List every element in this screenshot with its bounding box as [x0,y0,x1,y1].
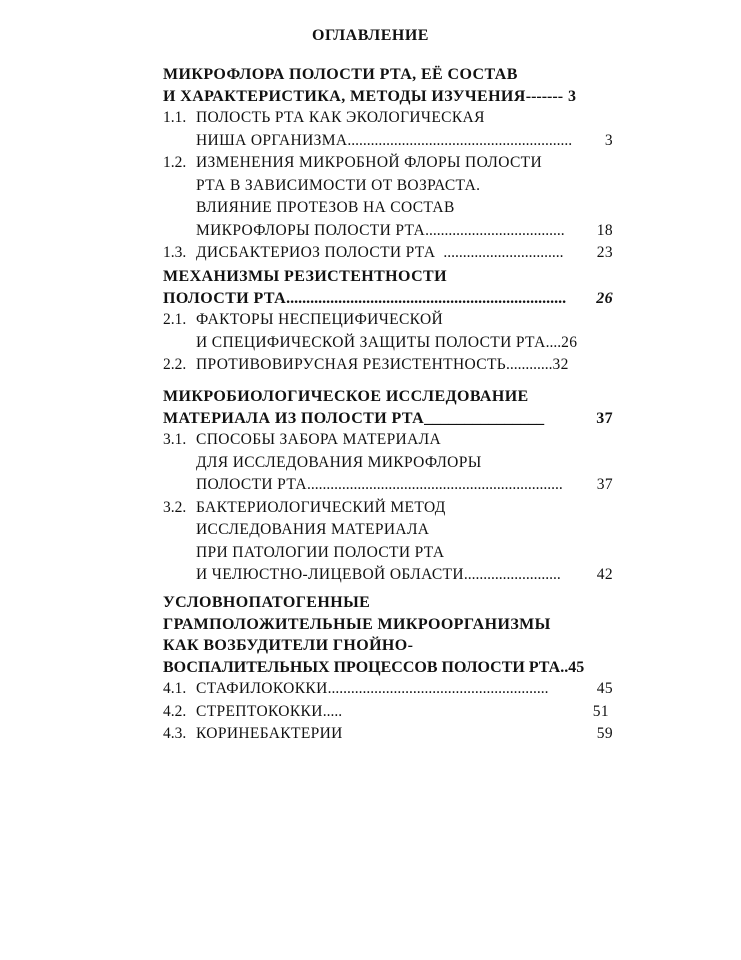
entry-page-number: 45 [596,680,613,698]
entry-number: 1.2. [163,154,187,172]
entry-page-number: 42 [596,566,613,584]
entry-title-line: ДИСБАКТЕРИОЗ ПОЛОСТИ РТА [196,244,436,262]
entry-2-2 [163,354,613,377]
chapter-title-row [163,408,613,430]
chapter-title-line: МАТЕРИАЛА ИЗ ПОЛОСТИ РТА [163,409,425,427]
entry-page-number: 18 [596,221,613,239]
entry-title-line: ИССЛЕДОВАНИЯ МАТЕРИАЛА [196,521,430,539]
chapter-title-line: КАК ВОЗБУДИТЕЛИ ГНОЙНО- [163,637,414,655]
entry-number: 1.3. [163,244,187,262]
leader: .................................... [425,221,565,239]
entry-1-2 [163,152,613,242]
entry-number: 1.1. [163,109,187,127]
entry-page-number: 32 [552,356,569,374]
entry-title-line: ПРОТИВОВИРУСНАЯ РЕЗИСТЕНТНОСТЬ [196,356,507,374]
entry-4-1 [163,678,613,701]
entry-title-line: ДЛЯ ИССЛЕДОВАНИЯ МИКРОФЛОРЫ [196,453,482,471]
chapter-3 [163,386,613,587]
entry-3-2 [163,497,613,587]
leader: _______________ [424,409,545,427]
entry-title-line: ПОЛОСТЬ РТА КАК ЭКОЛОГИЧЕСКАЯ [196,109,485,127]
leader: ...................................................................... [286,289,567,307]
entry-1-1 [163,107,613,152]
entry-3-1 [163,429,613,497]
chapter-title-line: ВОСПАЛИТЕЛЬНЫХ ПРОЦЕССОВ ПОЛОСТИ РТА [163,658,561,676]
entry-number: 2.1. [163,311,187,329]
chapter-title-line: УСЛОВНОПАТОГЕННЫЕ [163,594,371,611]
entry-title-line: ВЛИЯНИЕ ПРОТЕЗОВ НА СОСТАВ [196,199,455,217]
entry-number: 4.3. [163,725,187,743]
chapter-title-line: МИКРОФЛОРА ПОЛОСТИ РТА, ЕЁ СОСТАВ [163,66,518,83]
entry-title-line: ФАКТОРЫ НЕСПЕЦИФИЧЕСКОЙ [196,311,444,329]
entry-number: 2.2. [163,356,187,374]
entry-number: 4.1. [163,680,187,698]
entry-4-2 [163,701,613,724]
chapter-title-line: МЕХАНИЗМЫ РЕЗИСТЕНТНОСТИ [163,268,447,285]
leader: .......................................................... [347,131,573,149]
chapter-title-row [163,288,613,310]
chapter-title-line: ГРАМПОЛОЖИТЕЛЬНЫЕ МИКРООРГАНИЗМЫ [163,615,551,633]
chapter-title-row [163,86,613,108]
leader: ............ [506,356,553,374]
chapter-page-number: 26 [596,289,613,307]
entry-title-line: ПОЛОСТИ РТА [196,476,307,494]
leader: ............................... [443,244,564,262]
entry-page-number: 51 [592,702,609,720]
entry-1-3 [163,242,613,265]
entry-title-line: СТРЕПТОКОККИ [196,702,323,720]
entry-page-number: 3 [604,131,613,149]
entry-title-line: И ЧЕЛЮСТНО-ЛИЦЕВОЙ ОБЛАСТИ [196,566,464,584]
entry-2-1 [163,309,613,354]
leader: ------- [525,87,564,105]
entry-number: 3.1. [163,431,187,449]
leader: .. [560,658,569,676]
entry-title-line: МИКРОФЛОРЫ ПОЛОСТИ РТА [196,221,426,239]
chapter-page-number: 3 [568,87,577,105]
entry-page-number: 23 [596,244,613,262]
entry-title-line: БАКТЕРИОЛОГИЧЕСКИЙ МЕТОД [196,498,446,516]
chapter-4 [163,592,613,746]
chapter-page-number: 45 [568,658,585,676]
chapter-2 [163,266,613,377]
entry-4-3 [163,723,613,746]
entry-title-line: И СПЕЦИФИЧЕСКОЙ ЗАЩИТЫ ПОЛОСТИ РТА [196,333,546,351]
leader: ......................................................... [327,680,549,698]
entry-number: 4.2. [163,702,187,720]
chapter-title-row [163,657,613,679]
entry-title-line: КОРИНЕБАКТЕРИИ [196,725,343,743]
entry-title-line: СПОСОБЫ ЗАБОРА МАТЕРИАЛА [196,431,442,449]
chapter-title-line: ПОЛОСТИ РТА [163,289,287,307]
entry-title-line: НИША ОРГАНИЗМА [196,131,348,149]
chapter-page-number: 37 [596,409,613,427]
leader: ......................... [463,566,561,584]
entry-page-number: 59 [596,725,613,743]
leader: .................................................................. [306,476,563,494]
chapter-1 [163,64,613,265]
entry-title-line: СТАФИЛОКОККИ [196,680,328,698]
chapter-title-line: МИКРОБИОЛОГИЧЕСКОЕ ИССЛЕДОВАНИЕ [163,388,529,405]
entry-page-number: 37 [596,476,613,494]
entry-title-line: ИЗМЕНЕНИЯ МИКРОБНОЙ ФЛОРЫ ПОЛОСТИ [196,154,543,172]
leader: .... [545,333,562,351]
entry-title-line: ПРИ ПАТОЛОГИИ ПОЛОСТИ РТА [196,543,445,561]
entry-title-line: РТА В ЗАВИСИМОСТИ ОТ ВОЗРАСТА. [196,176,481,194]
chapter-title-line: И ХАРАКТЕРИСТИКА, МЕТОДЫ ИЗУЧЕНИЯ [163,87,526,105]
leader: ..... [322,702,343,720]
entry-page-number: 26 [561,333,578,351]
toc-title: ОГЛАВЛЕНИЕ [312,27,429,44]
entry-number: 3.2. [163,498,187,516]
